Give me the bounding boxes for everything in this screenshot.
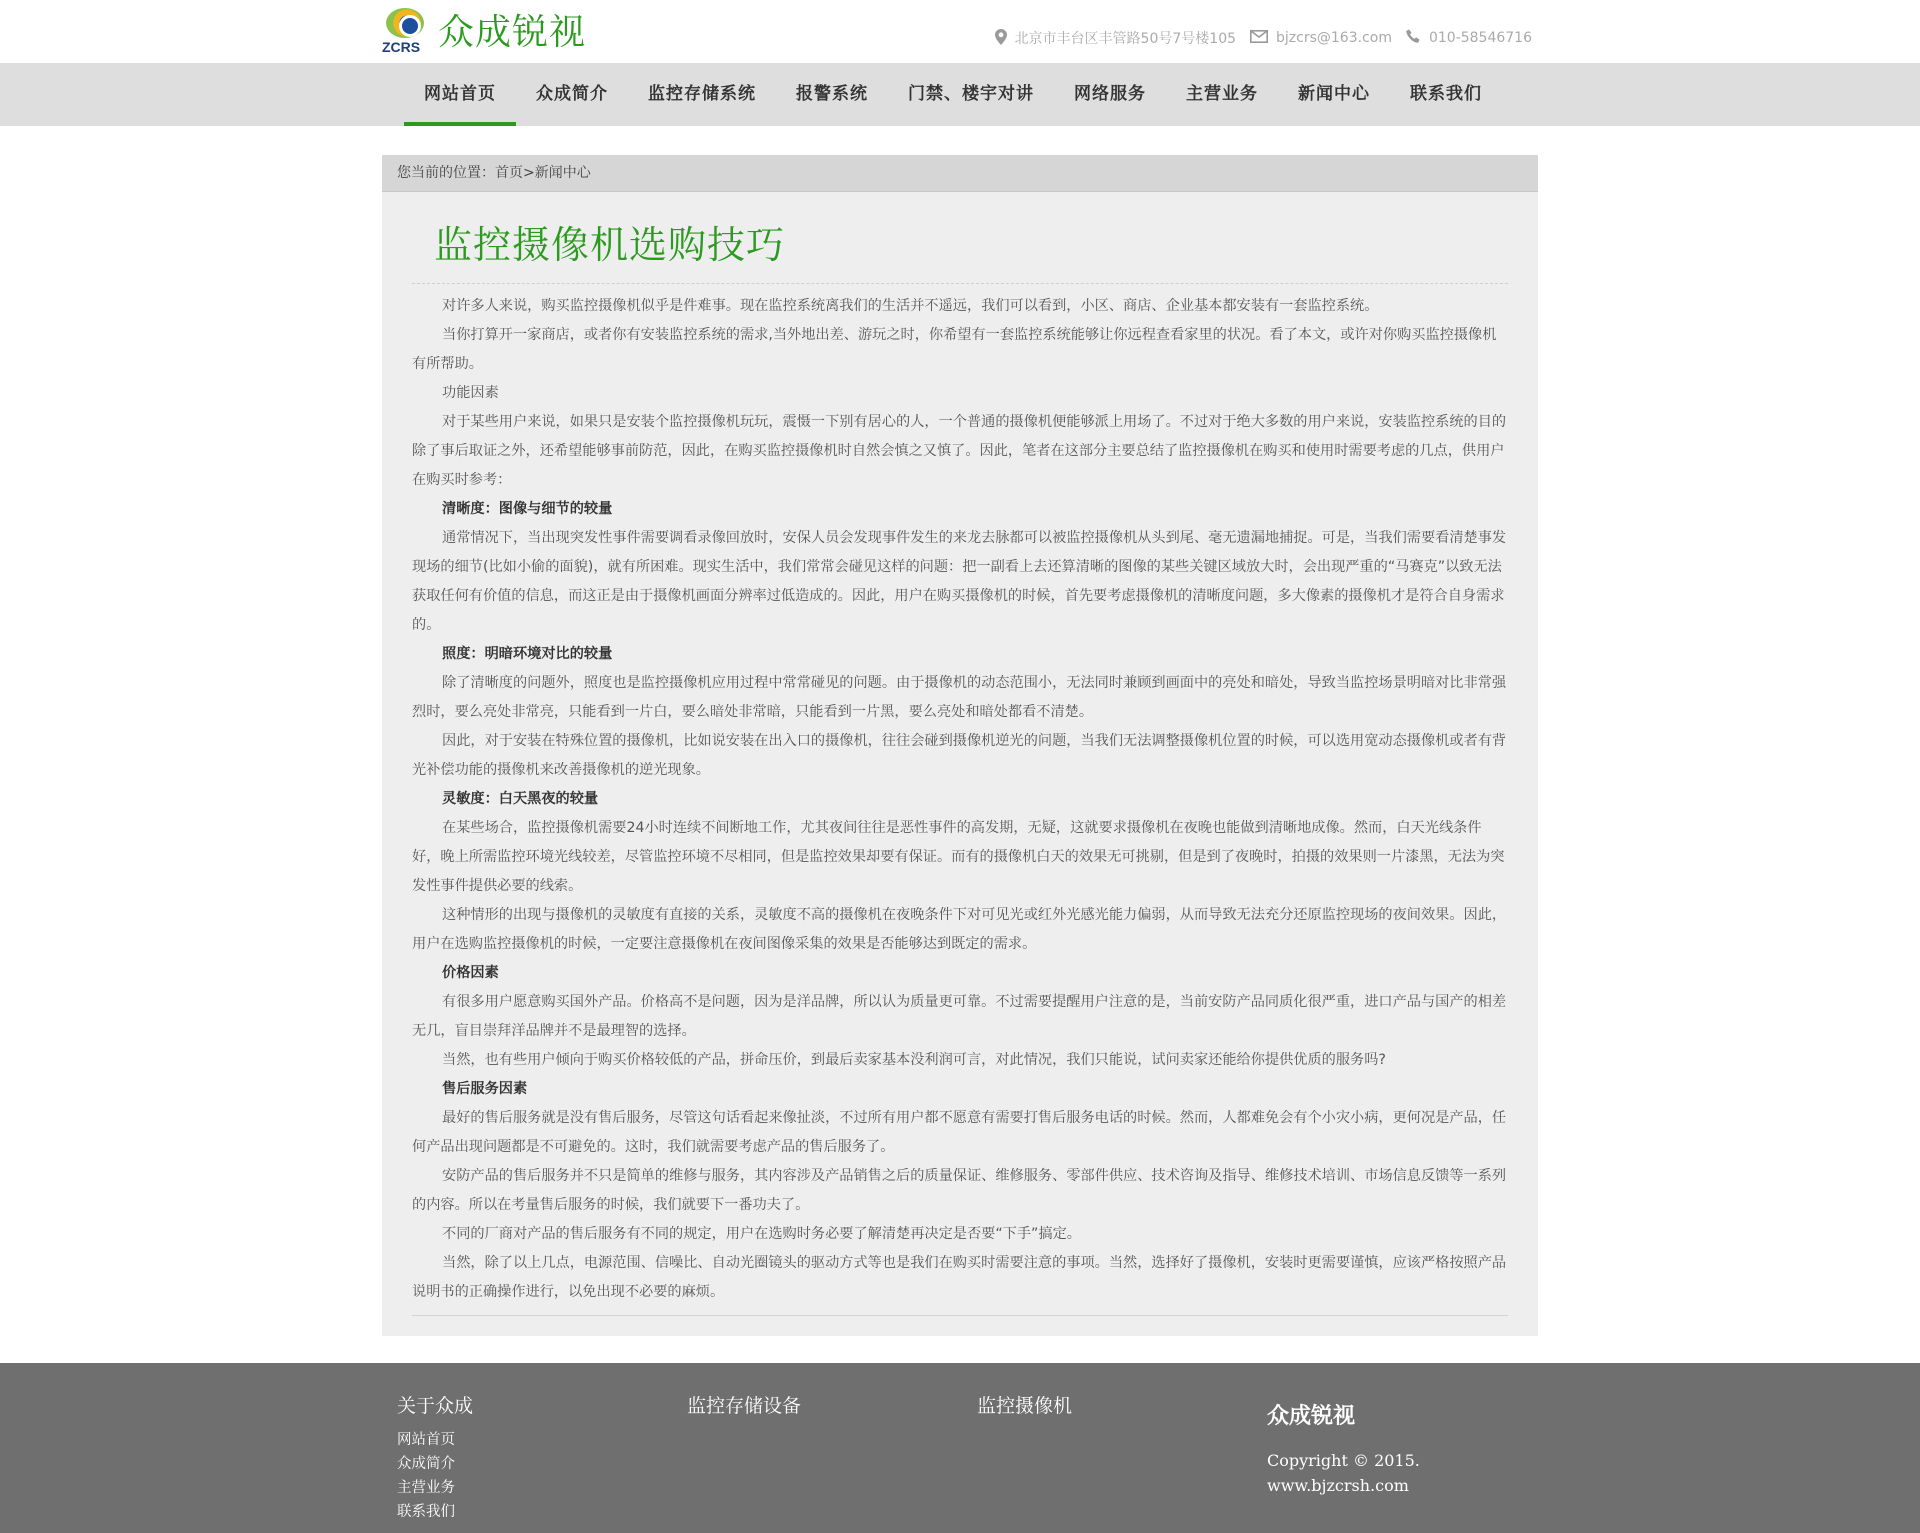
footer-link[interactable]: 网站首页 [397,1432,455,1448]
nav-item[interactable]: 监控存储系统 [648,84,756,104]
address-text: 北京市丰台区丰管路50号7号楼105 [1014,31,1237,47]
breadcrumb-prefix: 您当前的位置： [397,165,495,181]
article-paragraph: 在某些场合，监控摄像机需要24小时连续不间断地工作，尤其夜间往往是恶性事件的高发期，无疑，这就要求摄像机在夜晚也能做到清晰地成像。然而，白天光线条件好，晚上所需监控环境光线较差，尽管监控环境不尽相同，但是监控效果却要有保证。而有的摄像机白天的效果无可挑剔，但是到了夜晚时，拍摄的效果则一片漆黑，无法为突发性事件提供必要的线索。 [412,820,1505,894]
article-paragraph: 当然，也有些用户倾向于购买价格较低的产品，拼命压价，到最后卖家基本没利润可言，对此情况，我们只能说，试问卖家还能给你提供优质的服务吗? [442,1052,1386,1068]
article [382,192,1538,1316]
breadcrumb [382,155,1538,192]
logo-abbr: ZCRS [382,39,421,55]
footer-copyright: Copyright © 2015. [1267,1451,1420,1470]
nav-item[interactable]: 报警系统 [796,84,868,104]
footer-about-column [397,1363,687,1533]
footer-link[interactable]: 众成简介 [397,1456,455,1472]
main-nav [0,63,1920,126]
nav-item[interactable]: 联系我们 [1410,84,1482,104]
footer-site-url[interactable]: www.bjzcrsh.com [1267,1476,1409,1495]
article-paragraph: 对许多人来说，购买监控摄像机似乎是件难事。现在监控系统离我们的生活并不遥远，我们可以看到，小区、商店、企业基本都安装有一套监控系统。 [442,298,1379,314]
nav-list [382,63,1538,126]
nav-item[interactable]: 新闻中心 [1298,84,1370,104]
article-subheading: 灵敏度：白天黑夜的较量 [442,791,599,807]
article-subheading: 清晰度：图像与细节的较量 [442,501,613,517]
footer-brand-name: 众成锐视 [1267,1403,1356,1429]
article-title: 监控摄像机选购技巧 [412,192,1508,284]
email-text: bjzcrs@163.com [1276,30,1392,46]
article-subheading: 价格因素 [442,965,499,981]
footer-link[interactable]: 主营业务 [397,1480,455,1496]
article-subheading: 照度：明暗环境对比的较量 [442,646,613,662]
footer-camera-column [977,1363,1267,1533]
article-paragraph: 这种情形的出现与摄像机的灵敏度有直接的关系，灵敏度不高的摄像机在夜晚条件下对可见光或红外光感光能力偏弱，从而导致无法充分还原监控现场的夜间效果。因此，用户在选购监控摄像机的时候，一定要注意摄像机在夜间图像采集的效果是否能够达到既定的需求。 [412,907,1507,952]
map-pin-icon [995,29,1007,48]
article-paragraph: 对于某些用户来说，如果只是安装个监控摄像机玩玩，震慑一下别有居心的人，一个普通的摄像机便能够派上用场了。不过对于绝大多数的用户来说，安装监控系统的目的除了事后取证之外，还希望能够事前防范，因此，在购买监控摄像机时自然会慎之又慎了。因此，笔者在这部分主要总结了监控摄像机在购买和使用时需要考虑的几点，供用户在购买时参考： [412,414,1507,488]
article-paragraph: 安防产品的售后服务并不只是简单的维修与服务，其内容涉及产品销售之后的质量保证、维修服务、零部件供应、技术咨询及指导、维修技术培训、市场信息反馈等一系列的内容。所以在考量售后服务的时候，我们就要下一番功夫了。 [412,1168,1507,1213]
nav-item[interactable]: 门禁、楼宇对讲 [908,84,1034,104]
phone-text: 010-58546716 [1428,30,1532,46]
nav-item[interactable]: 众成简介 [536,84,608,104]
footer-storage-column [687,1363,977,1533]
logo-icon [382,6,430,56]
footer-links [397,1428,687,1524]
footer-link[interactable]: 联系我们 [397,1504,455,1520]
article-paragraph: 通常情况下，当出现突发性事件需要调看录像回放时，安保人员会发现事件发生的来龙去脉都可以被监控摄像机从头到尾、毫无遗漏地捕捉。可是，当我们需要看清楚事发现场的细节(比如小偷的面貌)，就有所困难。现实生活中，我们常常会碰见这样的问题：把一副看上去还算清晰的图像的某些关键区域放大时，会出现严重的“马赛克”以致无法获取任何有价值的信息，而这正是由于摄像机画面分辨率过低造成的。因此，用户在购买摄像机的时候，首先要考虑摄像机的清晰度问题，多大像素的摄像机才是符合自身需求的。 [412,530,1507,633]
contact-email[interactable] [1250,28,1392,48]
site-header [0,0,1920,63]
breadcrumb-home-link[interactable]: 首页 [495,165,523,181]
nav-item[interactable]: 网络服务 [1074,84,1146,104]
logo-name: 众成锐视 [438,11,587,53]
article-subheading: 售后服务因素 [442,1081,528,1097]
contact-address [995,28,1236,48]
envelope-icon [1250,30,1268,46]
article-body [412,284,1508,1316]
article-paragraph: 除了清晰度的问题外，照度也是监控摄像机应用过程中常常碰见的问题。由于摄像机的动态范围小，无法同时兼顾到画面中的亮处和暗处，导致当监控场景明暗对比非常强烈时，要么亮处非常亮，只能看到一片白，要么暗处非常暗，只能看到一片黑，要么亮处和暗处都看不清楚。 [412,675,1507,720]
article-paragraph: 功能因素 [442,385,499,401]
breadcrumb-separator: > [523,165,535,181]
nav-item[interactable]: 网站首页 [404,63,516,126]
article-paragraph: 有很多用户愿意购买国外产品。价格高不是问题，因为是洋品牌，所以认为质量更可靠。不过需要提醒用户注意的是，当前安防产品同质化很严重，进口产品与国产的相差无几，盲目崇拜洋品牌并不是最理智的选择。 [412,994,1507,1039]
site-footer [0,1363,1920,1533]
article-paragraph: 当然，除了以上几点，电源范围、信噪比、自动光圈镜头的驱动方式等也是我们在购买时需要注意的事项。当然，选择好了摄像机，安装时更需要谨慎，应该严格按照产品说明书的正确操作进行，以免出现不必要的麻烦。 [412,1255,1507,1300]
article-paragraph: 当你打算开一家商店，或者你有安装监控系统的需求,当外地出差、游玩之时，你希望有一套监控系统能够让你远程查看家里的状况。看了本文，或许对你购买监控摄像机有所帮助。 [412,327,1497,372]
breadcrumb-current-link[interactable]: 新闻中心 [534,165,591,181]
footer-about-title: 关于众成 [397,1395,474,1417]
article-paragraph: 因此，对于安装在特殊位置的摄像机，比如说安装在出入口的摄像机，往往会碰到摄像机逆光的问题，当我们无法调整摄像机位置的时候，可以选用宽动态摄像机或者有背光补偿功能的摄像机来改善摄像机的逆光现象。 [412,733,1507,778]
article-paragraph: 不同的厂商对产品的售后服务有不同的规定，用户在选购时务必要了解清楚再决定是否要“下手”搞定。 [442,1226,1081,1242]
footer-brand [1267,1363,1420,1533]
content-panel [382,155,1538,1336]
site-logo[interactable] [382,6,586,56]
footer-camera-title[interactable]: 监控摄像机 [977,1395,1073,1417]
phone-icon [1406,29,1421,47]
nav-item[interactable]: 主营业务 [1186,84,1258,104]
contact-bar [995,28,1532,48]
contact-phone [1406,28,1532,48]
footer-storage-title[interactable]: 监控存储设备 [687,1395,802,1417]
article-paragraph: 最好的售后服务就是没有售后服务，尽管这句话看起来像扯淡，不过所有用户都不愿意有需要打售后服务电话的时候。然而，人都难免会有个小灾小病，更何况是产品，任何产品出现问题都是不可避免的。这时，我们就需要考虑产品的售后服务了。 [412,1110,1507,1155]
